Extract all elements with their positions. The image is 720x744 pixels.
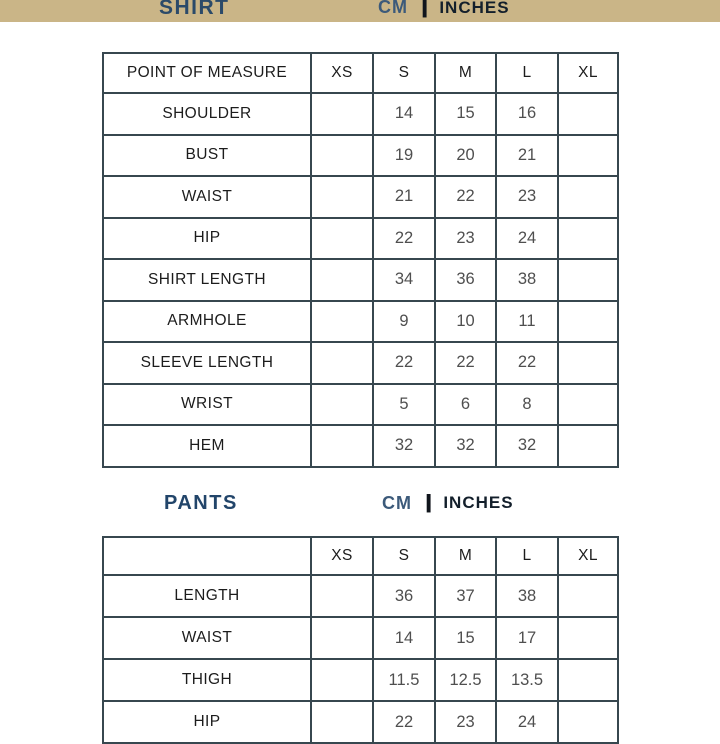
- cell-value: [558, 342, 618, 384]
- row-label: BUST: [103, 135, 311, 177]
- row-label: WRIST: [103, 384, 311, 426]
- cell-value: 8: [496, 384, 558, 426]
- cell-value: 11.5: [373, 659, 435, 701]
- row-label: WAIST: [103, 176, 311, 218]
- row-label: SHIRT LENGTH: [103, 259, 311, 301]
- shirt-size-table: [102, 52, 619, 468]
- table-row-waist: [103, 176, 618, 218]
- table-row-wrist: [103, 384, 618, 426]
- column-header-xl: XL: [558, 537, 618, 575]
- column-header-xs: XS: [311, 537, 373, 575]
- cell-value: [558, 384, 618, 426]
- cell-value: 13.5: [496, 659, 558, 701]
- cell-value: [311, 575, 373, 617]
- shirt-unit-toggle: [378, 0, 510, 19]
- cell-value: 21: [373, 176, 435, 218]
- row-label: THIGH: [103, 659, 311, 701]
- cell-value: [558, 701, 618, 743]
- shirt-table-header-row: [103, 53, 618, 93]
- cell-value: 20: [435, 135, 496, 177]
- cell-value: 32: [496, 425, 558, 467]
- cell-value: [311, 218, 373, 260]
- cell-value: [558, 218, 618, 260]
- table-row-sleeve-length: [103, 342, 618, 384]
- shirt-section-header: [0, 0, 720, 22]
- column-header-xl: XL: [558, 53, 618, 93]
- pants-section-header: [102, 488, 617, 518]
- cell-value: [558, 259, 618, 301]
- cell-value: 14: [373, 617, 435, 659]
- cell-value: [311, 93, 373, 135]
- cell-value: 16: [496, 93, 558, 135]
- inches-unit-label: INCHES: [439, 0, 510, 17]
- cell-value: 32: [373, 425, 435, 467]
- cell-value: [311, 425, 373, 467]
- shirt-title: SHIRT: [159, 0, 230, 19]
- table-row-bust: [103, 135, 618, 177]
- table-row-hip: [103, 701, 618, 743]
- cell-value: 11: [496, 301, 558, 343]
- row-label: ARMHOLE: [103, 301, 311, 343]
- cm-unit-label: CM: [382, 492, 412, 513]
- column-header-empty: [103, 537, 311, 575]
- column-header-xs: XS: [311, 53, 373, 93]
- cell-value: 36: [435, 259, 496, 301]
- cell-value: 19: [373, 135, 435, 177]
- table-row-hip: [103, 218, 618, 260]
- cell-value: [558, 617, 618, 659]
- table-row-waist: [103, 617, 618, 659]
- row-label: SHOULDER: [103, 93, 311, 135]
- inches-unit-label: INCHES: [443, 493, 514, 512]
- pants-table-header-row: [103, 537, 618, 575]
- cell-value: [311, 659, 373, 701]
- cell-value: [311, 176, 373, 218]
- cell-value: 17: [496, 617, 558, 659]
- cell-value: 22: [435, 342, 496, 384]
- cell-value: [311, 301, 373, 343]
- column-header-l: L: [496, 537, 558, 575]
- cell-value: 32: [435, 425, 496, 467]
- cell-value: 6: [435, 384, 496, 426]
- table-row-thigh: [103, 659, 618, 701]
- row-label: HIP: [103, 218, 311, 260]
- cell-value: 38: [496, 259, 558, 301]
- cell-value: 23: [435, 701, 496, 743]
- cell-value: 9: [373, 301, 435, 343]
- cell-value: 24: [496, 701, 558, 743]
- cell-value: [558, 93, 618, 135]
- cell-value: 36: [373, 575, 435, 617]
- pants-title: PANTS: [164, 492, 238, 514]
- cell-value: 22: [373, 342, 435, 384]
- column-header-s: S: [373, 53, 435, 93]
- row-label: WAIST: [103, 617, 311, 659]
- table-row-length: [103, 575, 618, 617]
- cell-value: [558, 575, 618, 617]
- cell-value: 15: [435, 93, 496, 135]
- cell-value: 12.5: [435, 659, 496, 701]
- cell-value: 23: [496, 176, 558, 218]
- row-label: LENGTH: [103, 575, 311, 617]
- cm-unit-label: CM: [378, 0, 408, 17]
- pants-size-table: [102, 536, 619, 744]
- column-header-s: S: [373, 537, 435, 575]
- column-header-m: M: [435, 53, 496, 93]
- cell-value: [311, 701, 373, 743]
- row-label: HIP: [103, 701, 311, 743]
- cell-value: [558, 425, 618, 467]
- cell-value: 37: [435, 575, 496, 617]
- cell-value: [558, 301, 618, 343]
- cell-value: 38: [496, 575, 558, 617]
- cell-value: [311, 384, 373, 426]
- cell-value: [311, 617, 373, 659]
- column-header-m: M: [435, 537, 496, 575]
- column-header-l: L: [496, 53, 558, 93]
- column-header-point-of-measure: POINT OF MEASURE: [103, 53, 311, 93]
- cell-value: 24: [496, 218, 558, 260]
- cell-value: [311, 135, 373, 177]
- table-row-shirt-length: [103, 259, 618, 301]
- cell-value: [311, 259, 373, 301]
- cell-value: 22: [496, 342, 558, 384]
- table-row-hem: [103, 425, 618, 467]
- cell-value: 22: [373, 218, 435, 260]
- cell-value: 21: [496, 135, 558, 177]
- table-row-shoulder: [103, 93, 618, 135]
- cell-value: 22: [435, 176, 496, 218]
- pants-unit-toggle: [382, 488, 514, 518]
- unit-separator-bar: |: [424, 492, 433, 513]
- row-label: HEM: [103, 425, 311, 467]
- cell-value: [558, 176, 618, 218]
- cell-value: 5: [373, 384, 435, 426]
- cell-value: 34: [373, 259, 435, 301]
- cell-value: 23: [435, 218, 496, 260]
- cell-value: 14: [373, 93, 435, 135]
- cell-value: [311, 342, 373, 384]
- cell-value: 22: [373, 701, 435, 743]
- table-row-armhole: [103, 301, 618, 343]
- unit-separator-bar: |: [420, 0, 429, 18]
- cell-value: [558, 659, 618, 701]
- cell-value: 10: [435, 301, 496, 343]
- cell-value: [558, 135, 618, 177]
- row-label: SLEEVE LENGTH: [103, 342, 311, 384]
- cell-value: 15: [435, 617, 496, 659]
